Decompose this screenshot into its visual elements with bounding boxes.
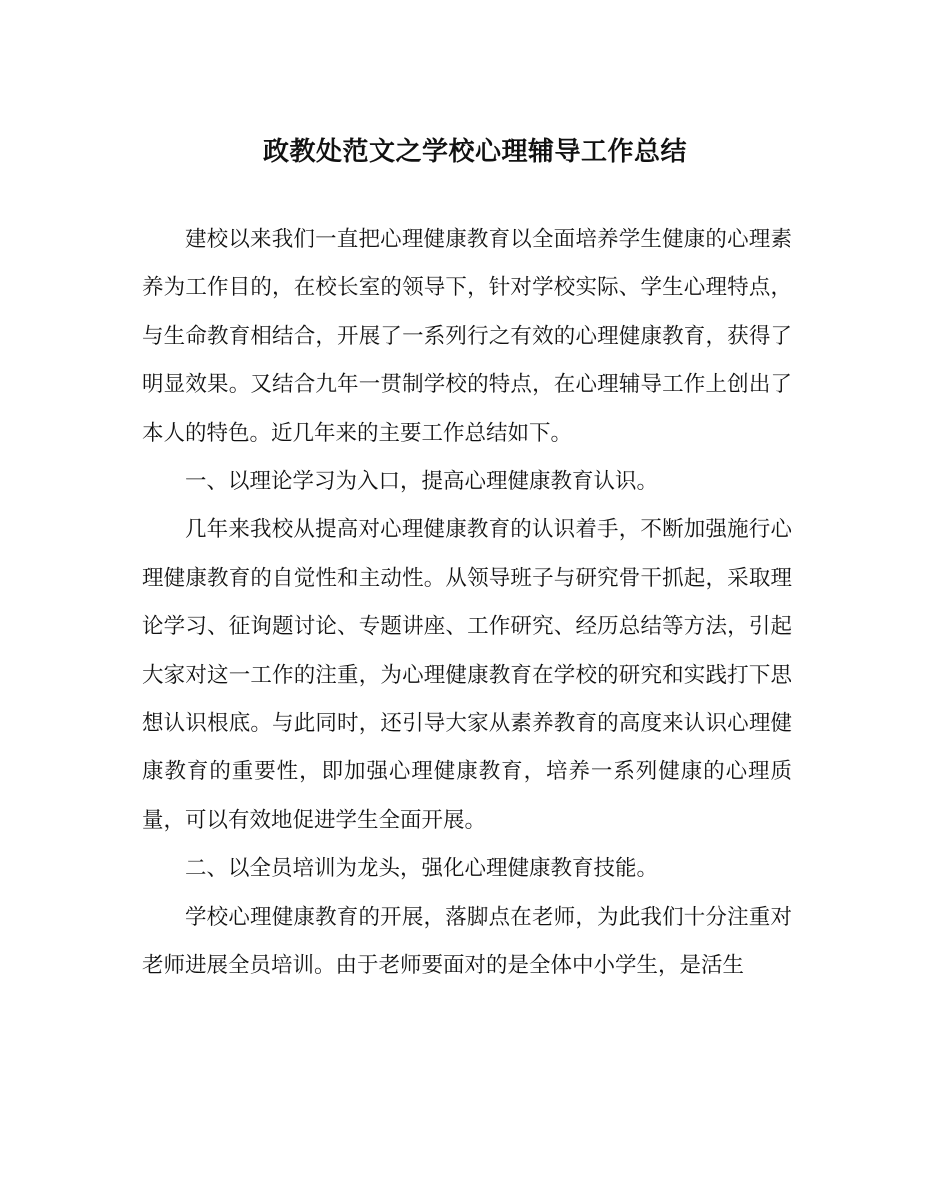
paragraph-section-1: 几年来我校从提高对心理健康教育的认识着手，不断加强施行心理健康教育的自觉性和主动性。从领导班子与研究骨干抓起，采取理论学习、征询题讨论、专题讲座、工作研究、经历总结等方法，引起大家对这一工作的注重，为心理健康教育在学校的研究和实践打下思想认识根底。与此同时，还引导大家从素养教育的高度来认识心理健康教育的重要性，即加强心理健康教育，培养一系列健康的心理质量，可以有效地促进学生全面开展。 bbox=[142, 517, 792, 833]
document-title: 政教处范文之学校心理辅导工作总结 bbox=[262, 137, 687, 167]
section-heading-1: 一、以理论学习为入口，提高心理健康教育认识。 bbox=[185, 469, 659, 495]
section-heading-2: 二、以全员培训为龙头，强化心理健康教育技能。 bbox=[185, 856, 659, 882]
paragraph-intro: 建校以来我们一直把心理健康教育以全面培养学生健康的心理素养为工作目的，在校长室的领导下，针对学校实际、学生心理特点，与生命教育相结合，开展了一系列行之有效的心理健康教育，获得了明显效果。又结合九年一贯制学校的特点，在心理辅导工作上创出了本人的特色。近几年来的主要工作总结如下。 bbox=[142, 227, 792, 446]
document-body bbox=[142, 216, 792, 991]
paragraph-section-2: 学校心理健康教育的开展，落脚点在老师，为此我们十分注重对老师进展全员培训。由于老师要面对的是全体中小学生，是活生 bbox=[142, 904, 792, 979]
